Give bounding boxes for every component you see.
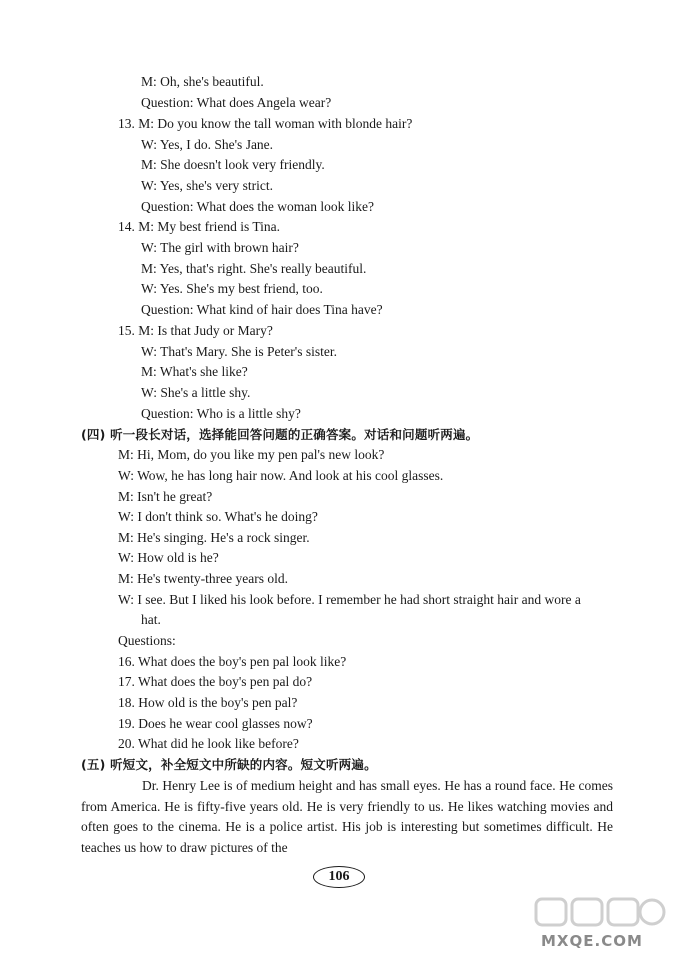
text-line: M: He's twenty-three years old. — [118, 571, 289, 586]
text-line: M: Oh, she's beautiful. — [141, 74, 264, 89]
passage-paragraph: Dr. Henry Lee is of medium height and has small eyes. He has a round face. He comes from America. He is fifty-five years old. He is very friendly to us. He likes watching movies and often goes to the cinema. He is a police artist. His job is interesting but sometimes difficult. He teaches us how to draw pictures of the — [81, 778, 613, 856]
text-line: 18. How old is the boy's pen pal? — [118, 695, 298, 710]
text-line: 16. What does the boy's pen pal look like? — [118, 654, 347, 669]
text-line: W: Yes. She's my best friend, too. — [141, 281, 323, 296]
text-line: W: I see. But I liked his look before. I remember he had short straight hair and wore a — [118, 592, 581, 607]
text-line: Question: Who is a little shy? — [141, 406, 301, 421]
text-line: 20. What did he look like before? — [118, 736, 299, 751]
text-line: W: Yes, I do. She's Jane. — [141, 137, 274, 152]
text-line: Question: What does Angela wear? — [141, 95, 332, 110]
text-line: 14. M: My best friend is Tina. — [118, 219, 281, 234]
text-line: W: How old is he? — [118, 550, 219, 565]
text-line: W: She's a little shy. — [141, 385, 251, 400]
text-line: W: I don't think so. What's he doing? — [118, 509, 318, 524]
text-line: 13. M: Do you know the tall woman with blonde hair? — [118, 116, 413, 131]
text-line: M: Isn't he great? — [118, 489, 213, 504]
text-line: W: Wow, he has long hair now. And look at his cool glasses. — [118, 468, 444, 483]
text-line: 19. Does he wear cool glasses now? — [118, 716, 313, 731]
text-line: M: Yes, that's right. She's really beautiful. — [141, 261, 367, 276]
page-number-text: 106 — [328, 869, 350, 884]
section-heading: (四) 听一段长对话，选择能回答问题的正确答案。对话和问题听两遍。 — [81, 427, 479, 442]
text-line: 15. M: Is that Judy or Mary? — [118, 323, 273, 338]
text-line: M: He's singing. He's a rock singer. — [118, 530, 310, 545]
text-line: W: Yes, she's very strict. — [141, 178, 274, 193]
watermark-text: MXQE.COM — [541, 932, 643, 950]
section-heading: (五) 听短文，补全短文中所缺的内容。短文听两遍。 — [81, 757, 377, 772]
text-line: 17. What does the boy's pen pal do? — [118, 674, 313, 689]
text-line: hat. — [141, 612, 161, 627]
text-line: M: She doesn't look very friendly. — [141, 157, 325, 172]
text-line: M: What's she like? — [141, 364, 248, 379]
text-line: Question: What kind of hair does Tina have? — [141, 302, 383, 317]
text-line: W: The girl with brown hair? — [141, 240, 299, 255]
text-line: Questions: — [118, 633, 176, 648]
text-line: Question: What does the woman look like? — [141, 199, 374, 214]
text-line: W: That's Mary. She is Peter's sister. — [141, 344, 337, 359]
page-number — [313, 866, 365, 888]
text-line: M: Hi, Mom, do you like my pen pal's new look? — [118, 447, 385, 462]
